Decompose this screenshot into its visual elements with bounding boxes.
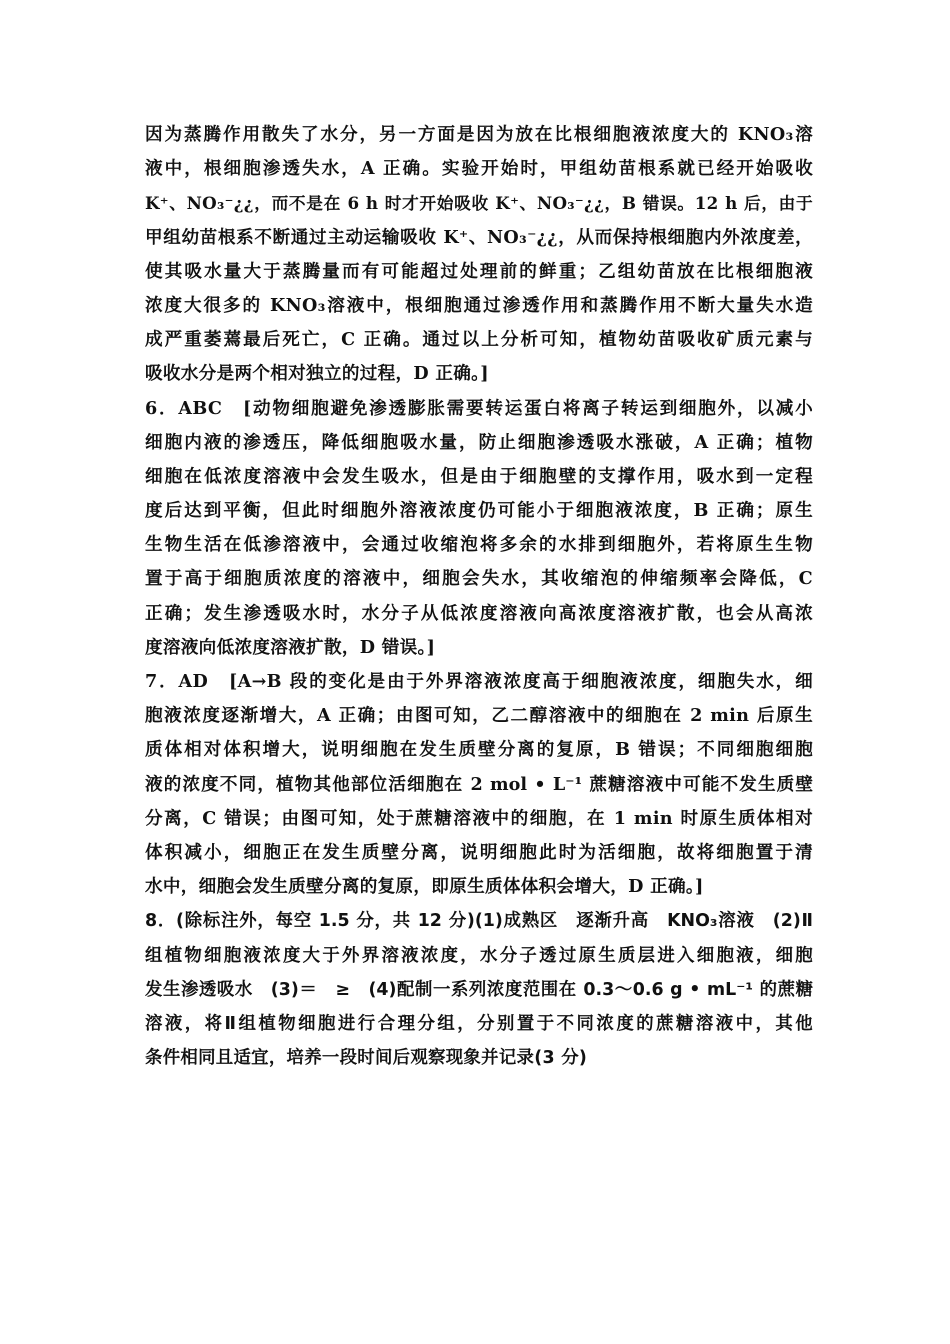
answer-6 [145,392,813,666]
text-line: 溶液，将Ⅱ组植物细胞进行合理分组，分别置于不同浓度的蔗糖溶液中，其他 [145,1013,813,1034]
text-line: 浓度大很多的 KNO₃溶液中，根细胞通过渗透作用和蒸腾作用不断大量失水造 [145,294,813,316]
text-line: 成严重萎蔫最后死亡，C 正确。通过以上分析可知，植物幼苗吸收矿质元素与 [145,329,813,351]
answer-document [145,118,813,1075]
text-line: 液中，根细胞渗透失水，A 正确。实验开始时，甲组幼苗根系就已经开始吸收 [145,158,813,180]
text-line: 细胞在低浓度溶液中会发生吸水，但是由于细胞壁的支撑作用，吸水到一定程 [145,465,813,487]
text-line: K⁺、NO₃⁻¿¿，而不是在 6 h 时才开始吸收 K⁺、NO₃⁻¿¿，B 错误。12 h 后，由于 [145,193,813,214]
text-line: 发生渗透吸水 (3)＝ ≥ (4)配制一系列浓度范围在 0.3～0.6 g • mL⁻¹ 的蔗糖 [145,979,813,1000]
answer-8-heading-line: 8．(除标注外，每空 1.5 分，共 12 分)(1)成熟区 逐渐升高 KNO₃溶液 (2)Ⅱ [145,911,813,932]
section-5-continuation [145,118,813,392]
text-line: 细胞内液的渗透压，降低细胞吸水量，防止细胞渗透吸水涨破，A 正确；植物 [145,431,813,453]
answer-8 [145,904,813,1075]
text-line: 胞液浓度逐渐增大，A 正确；由图可知，乙二醇溶液中的细胞在 2 min 后原生 [145,705,813,727]
answer-7 [145,665,813,904]
text-line: 吸收水分是两个相对独立的过程，D 正确。] [145,363,489,385]
text-line: 分离，C 错误；由图可知，处于蔗糖溶液中的细胞，在 1 min 时原生质体相对 [145,807,813,829]
text-line: 正确；发生渗透吸水时，水分子从低浓度溶液向高浓度溶液扩散，也会从高浓 [145,602,813,624]
answer-7-heading-line: 7．AD [A→B 段的变化是由于外界溶液浓度高于细胞液浓度，细胞失水，细 [145,671,813,692]
text-line: 水中，细胞会发生质壁分离的复原，即原生质体体积会增大，D 正确。] [145,876,704,898]
text-line: 液的浓度不同，植物其他部位活细胞在 2 mol • L⁻¹ 蔗糖溶液中可能不发生质壁 [145,773,813,795]
text-line: 置于高于细胞质浓度的溶液中，细胞会失水，其收缩泡的伸缩频率会降低，C [145,568,813,590]
text-line: 条件相同且适宜，培养一段时间后观察现象并记录(3 分) [145,1048,588,1069]
text-line: 度溶液向低浓度溶液扩散，D 错误。] [145,636,436,658]
text-line: 质体相对体积增大，说明细胞在发生质壁分离的复原，B 错误；不同细胞细胞 [145,739,813,761]
text-line: 度后达到平衡，但此时细胞外溶液浓度仍可能小于细胞液浓度，B 正确；原生 [145,500,813,522]
text-line: 甲组幼苗根系不断通过主动运输吸收 K⁺、NO₃⁻¿¿，从而保持根细胞内外浓度差， [145,226,813,248]
answer-6-heading-line: 6．ABC [动物细胞避免渗透膨胀需要转运蛋白将离子转运到细胞外，以减小 [145,397,813,419]
text-line: 生物生活在低渗溶液中，会通过收缩泡将多余的水排到细胞外，若将原生生物 [145,534,813,556]
text-line: 体积减小，细胞正在发生质壁分离，说明细胞此时为活细胞，故将细胞置于清 [145,841,813,863]
text-line: 使其吸水量大于蒸腾量而有可能超过处理前的鲜重；乙组幼苗放在比根细胞液 [145,260,813,282]
text-line: 组植物细胞液浓度大于外界溶液浓度，水分子透过原生质层进入细胞液，细胞 [145,945,813,966]
text-line: 因为蒸腾作用散失了水分，另一方面是因为放在比根细胞液浓度大的 KNO₃溶 [145,124,813,145]
